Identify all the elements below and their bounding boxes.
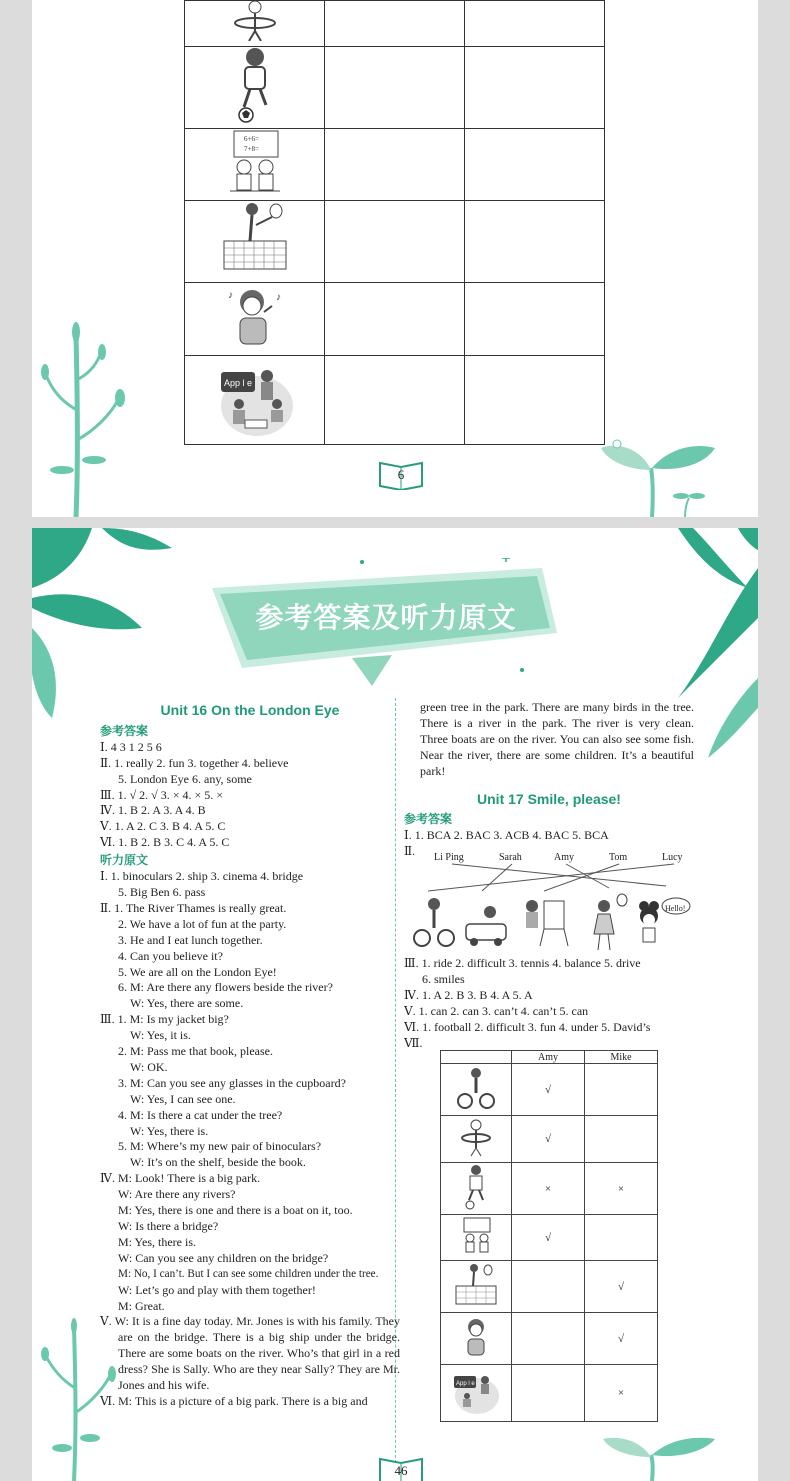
- listening-line: W: Is there a bridge?: [118, 1219, 219, 1233]
- listening-line: 6. M: Are there any flowers beside the river?: [118, 980, 333, 995]
- table-cell: √: [585, 1313, 658, 1365]
- answer-line: Ⅴ. 1. can 2. can 3. can’t 4. can’t 5. can: [404, 1003, 589, 1018]
- table-cell: [585, 1064, 658, 1116]
- listening-line: Ⅱ. 1. The River Thames is really great.: [100, 900, 287, 915]
- listening-line: W: It’s on the shelf, beside the book.: [130, 1155, 306, 1170]
- right-column: [404, 700, 694, 1052]
- page-number-badge: [377, 460, 425, 490]
- listening-line: 3. He and I eat lunch together.: [118, 932, 263, 947]
- table-cell: [512, 1261, 585, 1313]
- listening-line: Ⅵ. M: This is a picture of a big park. There is a big and: [100, 1393, 368, 1408]
- answer-line: Ⅰ. 1. BCA 2. BAC 3. ACB 4. BAC 5. BCA: [404, 828, 609, 843]
- answer-key-page: [32, 528, 758, 1481]
- svg-text:♪: ♪: [227, 289, 233, 301]
- table-header-amy: Amy: [512, 1051, 585, 1064]
- answer-table: [440, 1050, 658, 1422]
- sapling-bottomleft-icon: [40, 1318, 120, 1481]
- unit16-title: Unit 16 On the London Eye: [160, 702, 340, 718]
- cycling-girl-thumb: [441, 1064, 512, 1116]
- listening-line: Ⅲ. 1. M: Is my jacket big?: [100, 1012, 229, 1027]
- table-cell: [512, 1313, 585, 1365]
- answer-line: Ⅳ. 1. B 2. A 3. A 4. B: [100, 803, 206, 818]
- table-cell: √: [512, 1064, 585, 1116]
- table-cell: √: [512, 1215, 585, 1261]
- hula-hoop-thumb: [441, 1116, 512, 1163]
- matching-lines: [404, 846, 694, 956]
- answer-line: Ⅱ.: [404, 844, 416, 859]
- page-number: 46: [394, 1463, 408, 1478]
- listening-line: 4. Can you believe it?: [118, 948, 223, 963]
- page-number-badge: [377, 1456, 425, 1481]
- listening-line: M: No, I can’t. But I can see some children under the tree.: [118, 1267, 379, 1280]
- listening-line: W: Yes, I can see one.: [130, 1091, 236, 1106]
- listening-line: 5. Big Ben 6. pass: [118, 884, 206, 899]
- listening-line: Ⅰ. 1. binoculars 2. ship 3. cinema 4. bridge: [100, 869, 304, 884]
- listening-line: W: OK.: [130, 1059, 168, 1074]
- unit17-answers-heading: 参考答案: [404, 812, 453, 827]
- svg-text:7+8=: 7+8=: [243, 145, 259, 153]
- speech-bubble-text: Hello!: [665, 904, 686, 914]
- table-cell: ×: [585, 1365, 658, 1422]
- name-label: Li Ping: [434, 852, 464, 864]
- singing-thumb: [441, 1313, 512, 1365]
- answer-line: Ⅰ. 4 3 1 2 5 6: [100, 739, 162, 754]
- name-label: Amy: [554, 852, 574, 864]
- listening-line: W: Yes, it is.: [130, 1028, 191, 1043]
- classroom-thumb: [441, 1215, 512, 1261]
- leaf-topleft-icon: [32, 528, 172, 718]
- listening-line: 5. We are all on the London Eye!: [118, 964, 277, 979]
- football-boy-illustration: [185, 47, 325, 129]
- listening-line: W: Yes, there are some.: [130, 996, 244, 1011]
- unit17-title: Unit 17 Smile, please!: [477, 790, 621, 807]
- answer-line: Ⅵ. 1. B 2. B 3. C 4. A 5. C: [100, 835, 230, 850]
- tennis-thumb: [441, 1261, 512, 1313]
- answer-line: 5. London Eye 6. any, some: [118, 771, 252, 786]
- answer-line: Ⅵ. 1. football 2. difficult 3. fun 4. under 5. David’s: [404, 1019, 651, 1034]
- table-cell: ×: [585, 1163, 658, 1215]
- svg-text:App l e: App l e: [456, 1380, 475, 1387]
- answer-line: 6. smiles: [422, 972, 465, 987]
- name-label: Tom: [609, 852, 628, 864]
- listening-line: W: Are there any rivers?: [118, 1187, 236, 1202]
- unit16-answers-heading: 参考答案: [100, 723, 149, 738]
- apple-class-thumb: [441, 1365, 512, 1422]
- answer-line: Ⅴ. 1. A 2. C 3. B 4. A 5. C: [100, 819, 226, 834]
- continuation-paragraph: green tree in the park. There are many birds in the tree. There is a river in the park. The river is very clean. Three boats are on the river. You can also see some fish. Near the river, there are some children. It’s a beautiful park!: [420, 700, 694, 778]
- table-header-mike: Mike: [585, 1051, 658, 1064]
- activity-grid: [184, 0, 605, 445]
- hula-hoop-illustration: [185, 1, 325, 47]
- singing-girl-illustration: [185, 283, 325, 356]
- listening-line: M: Great.: [118, 1298, 165, 1313]
- listening-line: W: Yes, there is.: [130, 1123, 209, 1138]
- matching-exercise: [404, 846, 694, 956]
- name-label: Sarah: [499, 852, 522, 864]
- answer-line: Ⅱ. 1. really 2. fun 3. together 4. believe: [100, 755, 289, 770]
- football-thumb: [441, 1163, 512, 1215]
- banner-title: 参考答案及听力原文: [255, 601, 517, 634]
- svg-text:App l e: App l e: [223, 377, 252, 388]
- answer-line: Ⅳ. 1. A 2. B 3. B 4. A 5. A: [404, 987, 533, 1002]
- classroom-math-illustration: [185, 129, 325, 201]
- unit16-listening-heading: 听力原文: [100, 853, 149, 868]
- table-cell: √: [512, 1116, 585, 1163]
- listening-line: 2. M: Pass me that book, please.: [118, 1044, 273, 1059]
- listening-line: M: Yes, there is.: [118, 1234, 197, 1249]
- answer-line: Ⅲ. 1. ride 2. difficult 3. tennis 4. balance 5. drive: [404, 956, 641, 971]
- listening-line: 2. We have a lot of fun at the party.: [118, 916, 287, 931]
- listening-paragraph: Ⅴ. W: It is a fine day today. Mr. Jones is with his family. They are on the bridge. There is a big ship under the bridge. There are some boats on the river. Who’s that girl in a red dress? She is Sally. Who are they near Sally? They are Mr. Jones and his wife.: [100, 1314, 400, 1393]
- sprout-right-icon: [597, 430, 727, 517]
- listening-line: M: Yes, there is one and there is a boat on it, too.: [118, 1203, 353, 1218]
- listening-line: 4. M: Is there a cat under the tree?: [118, 1107, 283, 1122]
- worksheet-page-top: [32, 0, 758, 517]
- svg-text:♪: ♪: [275, 291, 281, 303]
- svg-text:6+6=: 6+6=: [243, 135, 259, 143]
- table-cell: ×: [512, 1163, 585, 1215]
- page-number: 6: [397, 467, 405, 482]
- table-cell: [585, 1116, 658, 1163]
- answer-line: Ⅶ.: [404, 1035, 423, 1050]
- sprout-bottomright-icon: [597, 1433, 727, 1481]
- left-column: [100, 700, 400, 1410]
- table-cell: [512, 1365, 585, 1422]
- name-label: Lucy: [662, 852, 683, 864]
- listening-line: 3. M: Can you see any glasses in the cupboard?: [118, 1075, 346, 1090]
- sapling-left-icon: [40, 320, 130, 517]
- tennis-player-illustration: [185, 201, 325, 283]
- listening-line: W: Let’s go and play with them together!: [118, 1282, 316, 1297]
- apple-classroom-illustration: [185, 356, 325, 445]
- listening-line: 5. M: Where’s my new pair of binoculars?: [118, 1139, 322, 1154]
- table-cell: [585, 1215, 658, 1261]
- answer-line: Ⅲ. 1. √ 2. √ 3. × 4. × 5. ×: [100, 787, 224, 802]
- table-cell: √: [585, 1261, 658, 1313]
- listening-line: Ⅳ. M: Look! There is a big park.: [100, 1171, 261, 1186]
- listening-line: W: Can you see any children on the bridge?: [118, 1250, 329, 1265]
